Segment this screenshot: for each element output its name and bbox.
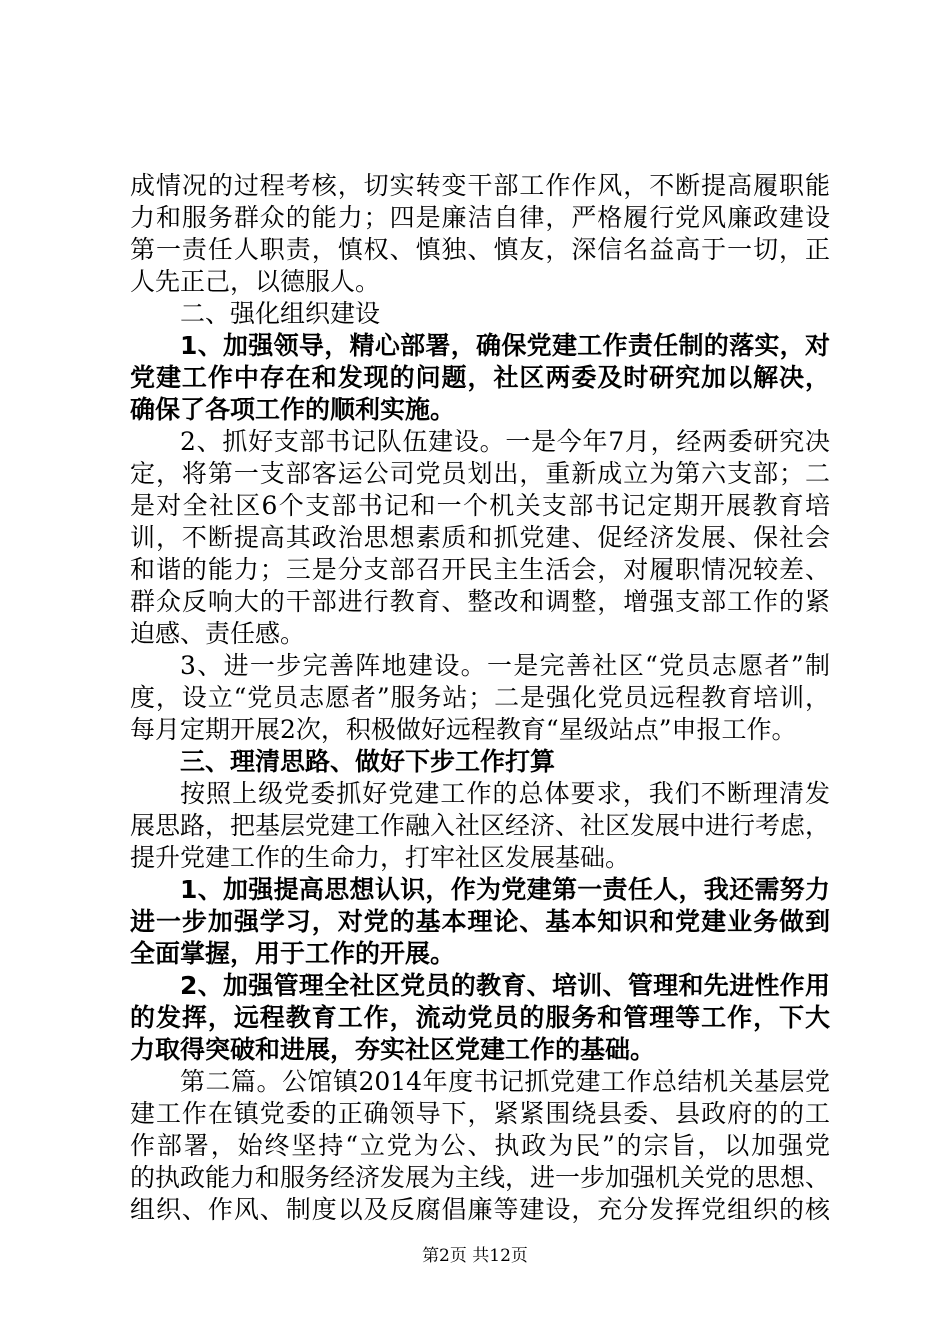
text-line: 3、进一步完善阵地建设。一是完善社区“党员志愿者”制 [180, 651, 830, 680]
text-line: 力取得突破和进展，夯实社区党建工作的基础。 [130, 1035, 656, 1064]
text-line: 1、加强提高思想认识，作为党建第一责任人，我还需努力 [180, 875, 830, 904]
text-line: 按照上级党委抓好党建工作的总体要求，我们不断理清发 [180, 779, 830, 808]
text-line: 1、加强领导，精心部署，确保党建工作责任制的落实，对 [180, 331, 830, 360]
text-line: 作部署，始终坚持“立党为公、执政为民”的宗旨，以加强党 [130, 1131, 830, 1160]
text-line: 建工作在镇党委的正确领导下，紧紧围绕县委、县政府的的工 [130, 1099, 830, 1128]
text-line: 度，设立“党员志愿者”服务站；二是强化党员远程教育培训， [130, 683, 830, 712]
text-line: 全面掌握，用于工作的开展。 [130, 939, 456, 968]
text-line: 第一责任人职责，慎权、慎独、慎友，深信名益高于一切，正 [130, 235, 830, 264]
text-line: 的发挥，远程教育工作，流动党员的服务和管理等工作，下大 [130, 1003, 830, 1032]
text-line: 2、加强管理全社区党员的教育、培训、管理和先进性作用 [180, 971, 830, 1000]
text-line: 确保了各项工作的顺利实施。 [130, 395, 456, 424]
text-line: 人先正己，以德服人。 [130, 267, 381, 296]
text-line: 训，不断提高其政治思想素质和抓党建、促经济发展、保社会 [130, 523, 830, 552]
text-line: 和谐的能力；三是分支部召开民主生活会，对履职情况较差、 [130, 555, 830, 584]
text-line: 的执政能力和服务经济发展为主线，进一步加强机关党的思想、 [130, 1163, 831, 1192]
document-body [130, 170, 830, 1226]
text-line: 定，将第一支部客运公司党员划出，重新成立为第六支部；二 [130, 459, 830, 488]
text-line: 组织、作风、制度以及反腐倡廉等建设，充分发挥党组织的核 [130, 1195, 830, 1224]
text-line: 是对全社区6个支部书记和一个机关支部书记定期开展教育培 [130, 491, 830, 520]
text-line: 三、理清思路、做好下步工作打算 [180, 747, 556, 776]
text-line: 进一步加强学习，对党的基本理论、基本知识和党建业务做到 [130, 907, 830, 936]
text-line: 党建工作中存在和发现的问题，社区两委及时研究加以解决， [130, 363, 830, 392]
text-line: 二、强化组织建设 [180, 299, 381, 328]
text-line: 迫感、责任感。 [130, 619, 306, 648]
text-line: 力和服务群众的能力；四是廉洁自律，严格履行党风廉政建设 [130, 203, 830, 232]
text-line: 成情况的过程考核，切实转变干部工作作风，不断提高履职能 [130, 171, 830, 200]
text-line: 提升党建工作的生命力，打牢社区发展基础。 [130, 843, 631, 872]
text-line: 每月定期开展2次，积极做好远程教育“星级站点”申报工作。 [130, 715, 797, 744]
text-line: 2、抓好支部书记队伍建设。一是今年7月，经两委研究决 [180, 427, 830, 456]
text-line: 第二篇。公馆镇2014年度书记抓党建工作总结机关基层党 [180, 1067, 830, 1096]
text-line: 展思路，把基层党建工作融入社区经济、社区发展中进行考虑， [130, 811, 831, 840]
text-line: 群众反响大的干部进行教育、整改和调整，增强支部工作的紧 [130, 587, 830, 616]
page-footer: 第2页 共12页 [422, 1246, 528, 1266]
